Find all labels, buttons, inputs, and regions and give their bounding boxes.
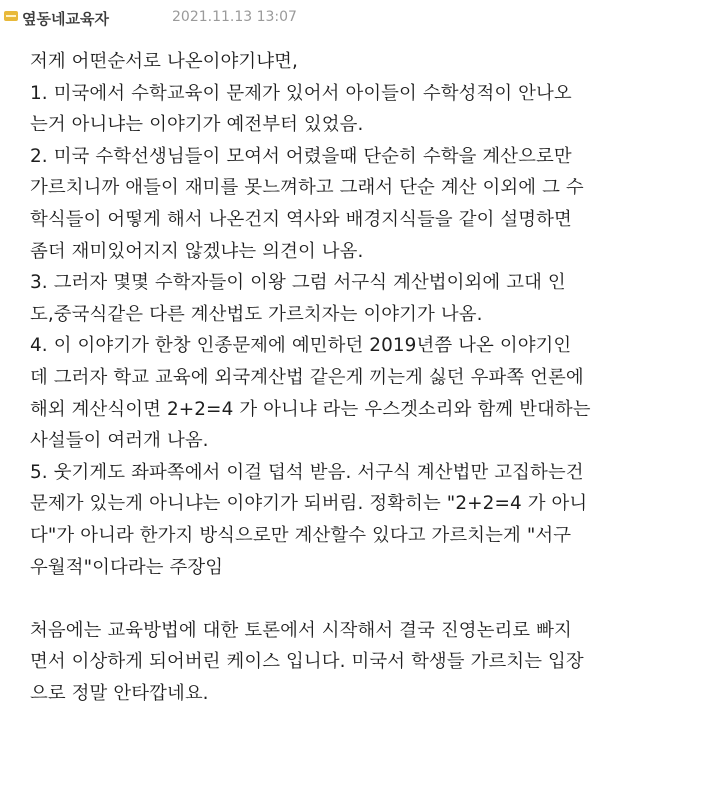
author-nickname[interactable]: 옆동네교육자: [22, 10, 109, 28]
body-line: 가르치니까 애들이 재미를 못느껴하고 그래서 단순 계산 이외에 그 수: [30, 177, 584, 199]
member-level-badge-icon: [4, 11, 18, 21]
body-line: 학식들이 어떻게 해서 나온건지 역사와 배경지식들을 같이 설명하면: [30, 208, 572, 230]
body-line: 는거 아니냐는 이야기가 예전부터 있었음.: [30, 114, 364, 136]
comment-header: [0, 0, 720, 36]
body-line: 1. 미국에서 수학교육이 문제가 있어서 아이들이 수학성적이 안나오: [30, 82, 572, 104]
body-line: 데 그러자 학교 교육에 외국계산법 같은게 끼는게 싫던 우파쪽 언론에: [30, 366, 584, 388]
body-line: 사설들이 여러개 나옴.: [30, 430, 209, 452]
post-timestamp: 2021.11.13 13:07: [172, 9, 297, 25]
body-line: 좀더 재미있어지지 않겠냐는 의견이 나옴.: [30, 240, 364, 262]
body-line: 도,중국식같은 다른 계산법도 가르치자는 이야기가 나옴.: [30, 303, 483, 325]
paragraph-gap: [30, 583, 706, 615]
body-line: 문제가 있는게 아니냐는 이야기가 되버림. 정확히는 "2+2=4 가 아니: [30, 493, 588, 515]
closing-line: 면서 이상하게 되어버린 케이스 입니다. 미국서 학생들 가르치는 입장: [30, 651, 584, 673]
comment-body: [30, 46, 706, 709]
closing-line: 처음에는 교육방법에 대한 토론에서 시작해서 결국 진영논리로 빠지: [30, 619, 572, 641]
closing-line: 으로 정말 안타깝네요.: [30, 682, 209, 704]
body-line: 다"가 아니라 한가지 방식으로만 계산할수 있다고 가르치는게 "서구: [30, 524, 572, 546]
body-line: 2. 미국 수학선생님들이 모여서 어렸을때 단순히 수학을 계산으로만: [30, 145, 572, 167]
body-line: 해외 계산식이면 2+2=4 가 아니냐 라는 우스겟소리와 함께 반대하는: [30, 398, 591, 420]
body-line: 저게 어떤순서로 나온이야기냐면,: [30, 51, 298, 72]
body-line: 5. 웃기게도 좌파쪽에서 이걸 덥석 받음. 서구식 계산법만 고집하는건: [30, 461, 584, 483]
body-line: 3. 그러자 몇몇 수학자들이 이왕 그럼 서구식 계산법이외에 고대 인: [30, 272, 566, 294]
body-line: 4. 이 이야기가 한창 인종문제에 예민하던 2019년쯤 나온 이야기인: [30, 335, 572, 357]
body-line: 우월적"이다라는 주장임: [30, 556, 224, 578]
